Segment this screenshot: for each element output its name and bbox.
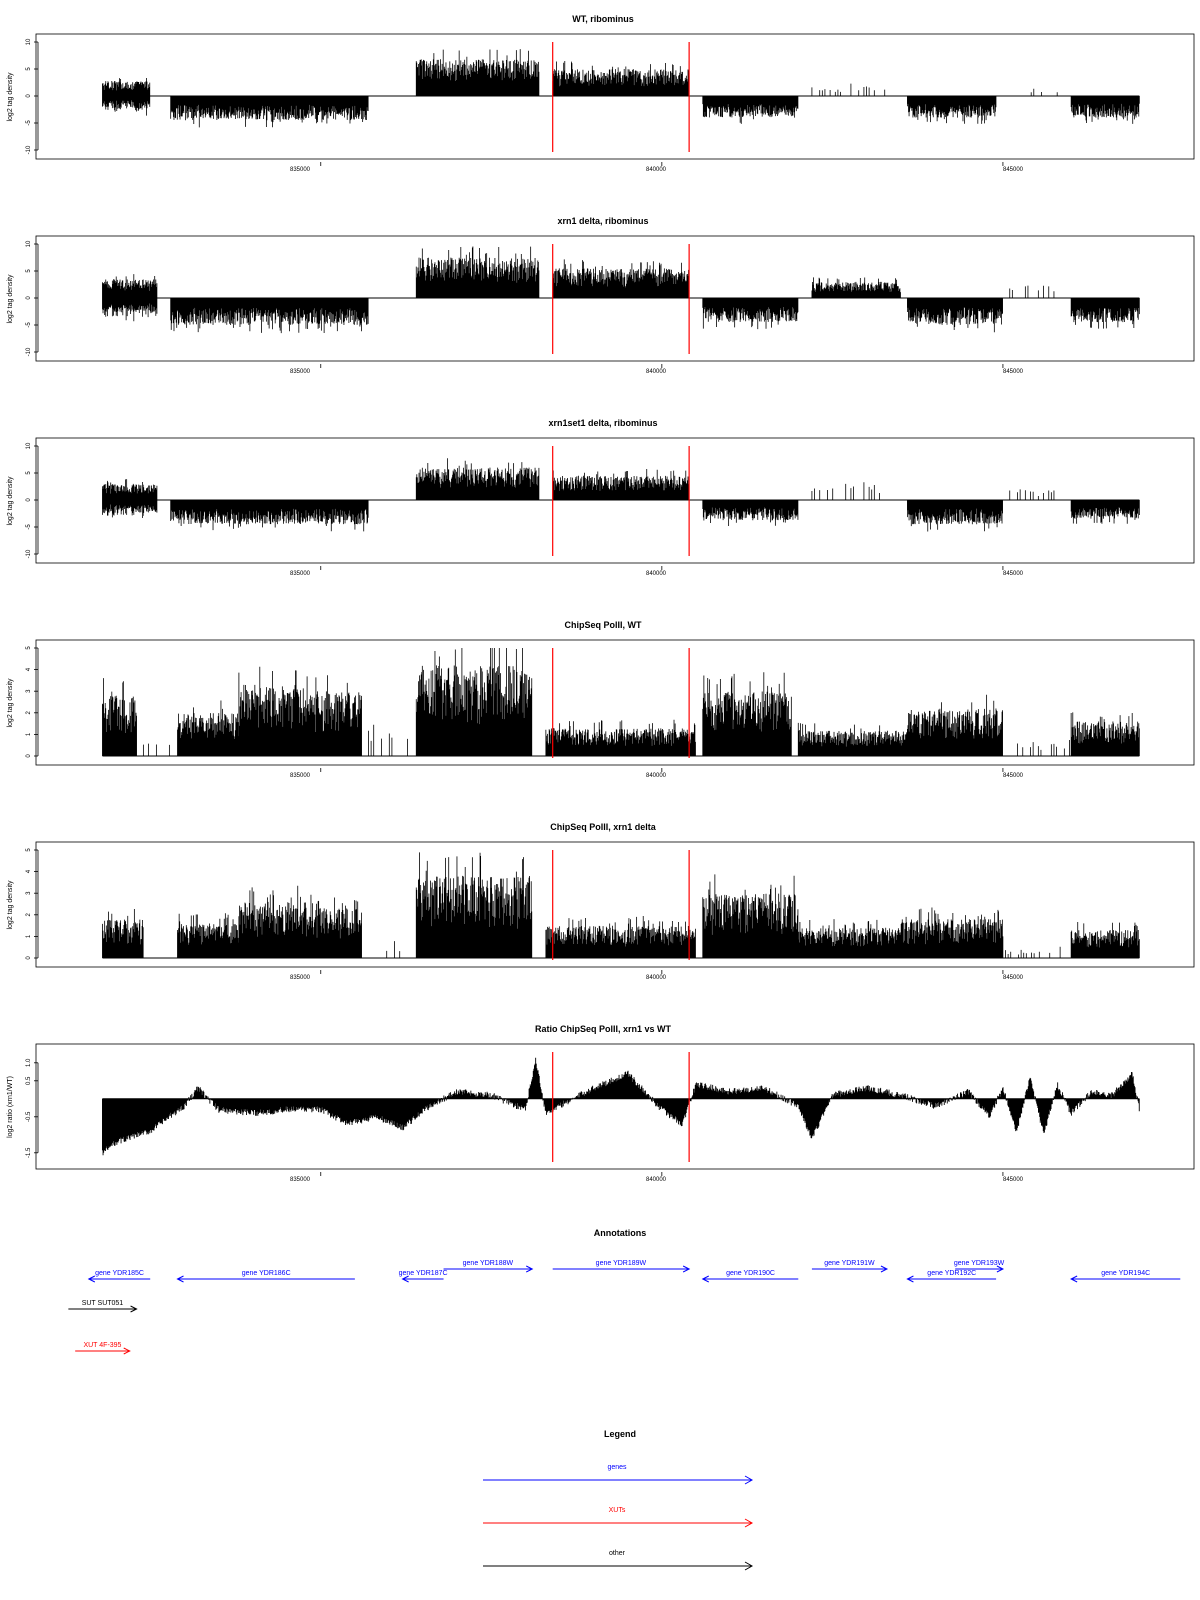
panel-title: xrn1 delta, ribominus xyxy=(557,216,649,226)
panel-title: WT, ribominus xyxy=(572,14,634,24)
feature-label: gene YDR190C xyxy=(726,1270,775,1277)
feature-label: gene YDR188W xyxy=(462,1260,514,1267)
y-axis-label: log2 tag density xyxy=(7,678,14,728)
legend-label-genes: genes xyxy=(607,1464,627,1471)
x-tick-label: 835000 xyxy=(289,975,311,981)
x-tick-label: 845000 xyxy=(1002,1177,1024,1183)
y-tick-label: 4 xyxy=(26,869,32,874)
y-tick-label: 4 xyxy=(26,667,32,672)
annotations-title: Annotations xyxy=(593,1228,647,1238)
annotation-feature xyxy=(68,1300,136,1312)
x-tick-label: 840000 xyxy=(645,975,667,981)
panel-title: ChipSeq PolII, xrn1 delta xyxy=(550,822,656,832)
feature-label: gene YDR191W xyxy=(824,1260,875,1267)
feature-label: gene YDR185C xyxy=(95,1270,144,1277)
y-tick-label: 0 xyxy=(26,956,32,960)
y-tick-label: 1 xyxy=(26,732,32,737)
y-tick-label: -10 xyxy=(26,347,32,357)
y-tick-label: 3 xyxy=(26,891,32,895)
legend-label-xuts: XUTs xyxy=(608,1507,626,1514)
panel-title: ChipSeq PolII, WT xyxy=(564,620,642,630)
signal-bars xyxy=(102,49,1139,127)
y-tick-label: 5 xyxy=(26,269,32,273)
annotation-feature xyxy=(907,1270,996,1282)
feature-label: SUT SUT051 xyxy=(81,1300,124,1307)
plot-area xyxy=(26,1052,1139,1176)
feature-label: gene YDR186C xyxy=(241,1270,291,1277)
y-tick-label: 10 xyxy=(26,38,32,46)
panel-wt-ribominus xyxy=(7,14,1194,173)
x-tick-label: 845000 xyxy=(1002,167,1024,173)
feature-label: gene YDR194C xyxy=(1101,1270,1151,1277)
annotation-feature xyxy=(178,1270,355,1282)
y-axis-label: log2 tag density xyxy=(7,476,14,526)
panel-title: Ratio ChipSeq PolII, xrn1 vs WT xyxy=(534,1024,672,1034)
feature-label: gene YDR193W xyxy=(953,1260,1005,1267)
annotation-feature xyxy=(1071,1270,1180,1282)
x-tick-label: 840000 xyxy=(645,369,667,375)
y-tick-label: -1.5 xyxy=(26,1147,32,1158)
y-tick-label: -5 xyxy=(26,120,32,126)
y-axis-label: log2 ratio (xrn1/WT) xyxy=(7,1076,14,1138)
feature-label: gene YDR187C xyxy=(398,1270,448,1277)
y-tick-label: 2 xyxy=(26,913,32,917)
x-tick-label: 845000 xyxy=(1002,773,1024,779)
annotation-feature xyxy=(444,1260,533,1272)
y-tick-label: 10 xyxy=(26,442,32,450)
y-tick-label: 1 xyxy=(26,934,32,939)
y-tick-label: 0 xyxy=(26,754,32,758)
y-tick-label: 5 xyxy=(26,67,32,71)
feature-label: XUT 4F-395 xyxy=(83,1342,122,1349)
signal-bars xyxy=(102,247,1139,334)
y-axis-label: log2 tag density xyxy=(7,274,14,324)
legend-panel xyxy=(483,1429,752,1570)
x-tick-label: 845000 xyxy=(1002,369,1024,375)
y-tick-label: 3 xyxy=(26,689,32,693)
y-axis-label: log2 tag density xyxy=(7,72,14,122)
annotation-feature xyxy=(812,1260,887,1272)
panel-xrn1-ribominus xyxy=(7,216,1194,375)
y-tick-label: 5 xyxy=(26,646,32,650)
y-tick-label: 2 xyxy=(26,711,32,715)
x-tick-label: 845000 xyxy=(1002,571,1024,577)
x-tick-label: 835000 xyxy=(289,773,311,779)
legend-label-other: other xyxy=(609,1550,625,1557)
y-tick-label: -0.5 xyxy=(26,1111,32,1122)
x-tick-label: 835000 xyxy=(289,1177,311,1183)
y-tick-label: 0 xyxy=(26,94,32,98)
ratio-area xyxy=(102,1058,1139,1156)
x-tick-label: 840000 xyxy=(645,167,667,173)
plot-area xyxy=(26,442,1139,570)
legend-title: Legend xyxy=(603,1429,637,1439)
y-tick-label: 10 xyxy=(26,240,32,248)
feature-label: gene YDR192C xyxy=(927,1270,977,1277)
panel-chipseq-xrn1 xyxy=(7,822,1194,981)
x-tick-label: 835000 xyxy=(289,571,311,577)
plot-area xyxy=(26,646,1139,772)
signal-bars xyxy=(102,648,1139,756)
y-axis-label: log2 tag density xyxy=(7,880,14,930)
y-tick-label: -10 xyxy=(26,145,32,155)
y-tick-label: 5 xyxy=(26,471,32,475)
signal-bars xyxy=(102,852,1139,958)
annotation-feature xyxy=(399,1270,448,1282)
plot-area xyxy=(26,848,1139,974)
x-tick-label: 835000 xyxy=(289,369,311,375)
x-tick-label: 840000 xyxy=(645,571,667,577)
annotation-feature xyxy=(703,1270,799,1282)
feature-label: gene YDR189W xyxy=(595,1260,647,1267)
plot-area xyxy=(26,240,1139,368)
signal-bars xyxy=(102,458,1139,531)
y-tick-label: -10 xyxy=(26,549,32,559)
y-tick-label: 0 xyxy=(26,296,32,300)
panel-title: xrn1set1 delta, ribominus xyxy=(548,418,658,428)
annotation-feature xyxy=(89,1270,150,1282)
y-tick-label: -5 xyxy=(26,524,32,530)
y-tick-label: 0 xyxy=(26,498,32,502)
y-tick-label: -5 xyxy=(26,322,32,328)
x-tick-label: 840000 xyxy=(645,1177,667,1183)
panel-ratio xyxy=(7,1024,1194,1183)
y-tick-label: 5 xyxy=(26,848,32,852)
plot-area xyxy=(26,38,1139,166)
annotation-feature xyxy=(553,1260,689,1272)
panel-xrn1set1-ribominus xyxy=(7,418,1194,577)
y-tick-label: 1.0 xyxy=(26,1058,32,1067)
y-tick-label: 0.5 xyxy=(26,1076,32,1085)
x-tick-label: 840000 xyxy=(645,773,667,779)
x-tick-label: 845000 xyxy=(1002,975,1024,981)
annotation-features xyxy=(68,1260,1180,1354)
annotations-panel xyxy=(68,1228,1180,1354)
x-tick-label: 835000 xyxy=(289,167,311,173)
panel-chipseq-wt xyxy=(7,620,1194,779)
annotation-feature xyxy=(75,1342,130,1354)
